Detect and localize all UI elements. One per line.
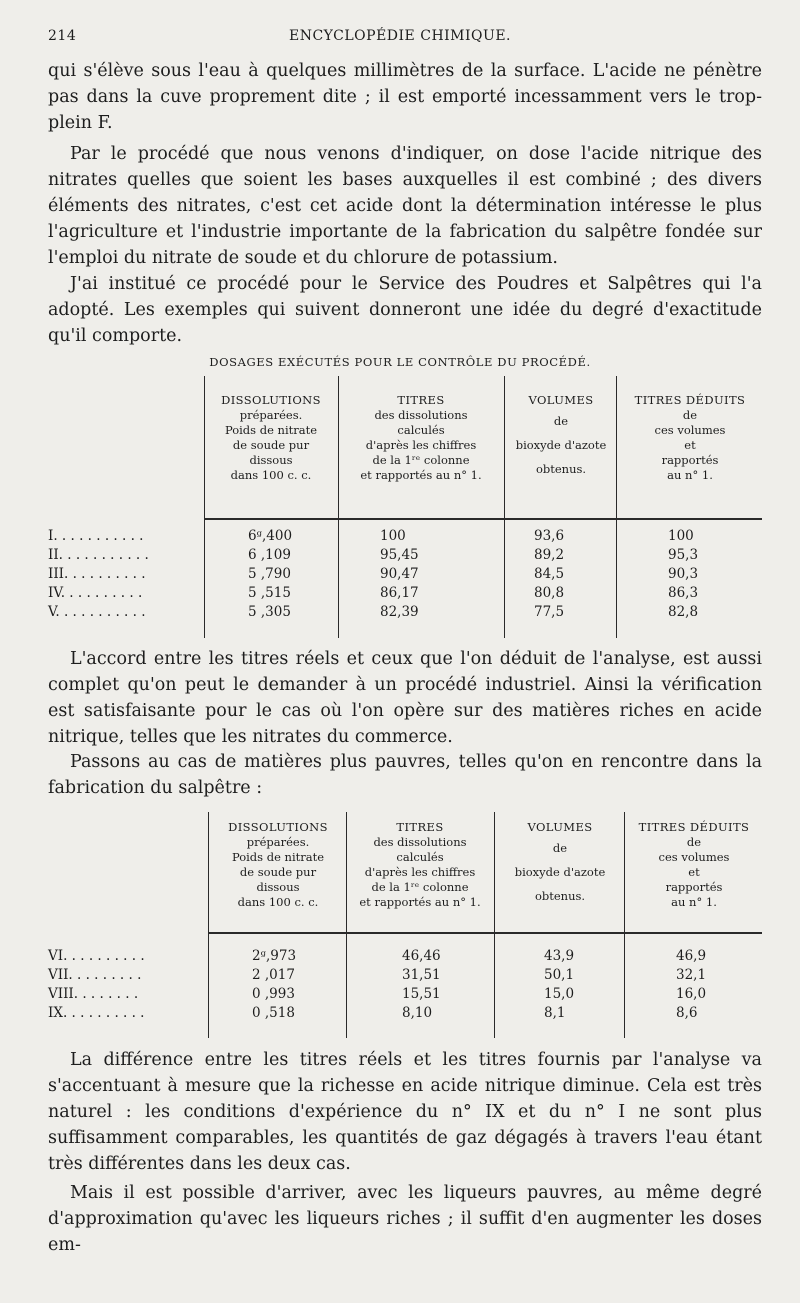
table-row: VIII. . . . . . . . 0 ,993 15,51 15,0 16,0 [48,986,707,1002]
header-dissolutions: DISSOLUTIONS préparées. Poids de nitrate de soude pur dissous dans 100 c. c. [228,820,328,909]
page-number: 214 [48,28,77,44]
paragraph-3: J'ai institué ce procédé pour le Service des Poudres et Salpêtres qui l'a adopté. Les exemples qui suivent donneront une idée du degré d'exactitude qu'il comporte. [48,274,762,346]
table-row: V. . . . . . . . . . . 5 ,305 82,39 77,5 82,8 [48,604,699,620]
table-row: III. . . . . . . . . . 5 ,790 90,47 84,5 90,3 [48,566,699,582]
table-row: IV. . . . . . . . . . 5 ,515 86,17 80,8 86,3 [48,585,699,601]
table-row: IX. . . . . . . . . . 0 ,518 8,10 8,1 8,6 [48,1005,698,1021]
paragraph-2: Par le procédé que nous venons d'indiquer, on dose l'acide nitrique des nitrates quelles que soient les bases auxquelles il est combiné ; des divers éléments des nitrates, c'est cet acide dont la détermination intéresse le plus l'agriculture et l'industrie importante de la fabrication du salpêtre fondée sur l'emploi du nitrate de soude et du chlorure de potassium. [48,144,762,268]
header-volumes: VOLUMES de bioxyde d'azote obtenus. [514,820,606,903]
table-row: VI. . . . . . . . . . 2ᵍ,973 46,46 43,9 46,9 [48,948,707,964]
table-row: II. . . . . . . . . . . 6 ,109 95,45 89,2 95,3 [48,547,699,563]
header-dissolutions: DISSOLUTIONS préparées. Poids de nitrate de soude pur dissous dans 100 c. c. [221,393,321,482]
table-row: VII. . . . . . . . . 2 ,017 31,51 50,1 32,1 [48,967,707,983]
table-1 [48,376,762,638]
header-titres-deduits: TITRES DÉDUITS de ces volumes et rapportés au n° 1. [634,393,746,482]
page-header [48,28,752,50]
paragraph-6: La différence entre les titres réels et les titres fournis par l'analyse va s'accentuant à mesure que la richesse en acide nitrique diminue. Cela est très naturel : les conditions d'expérience du n° IX et du n° I ne sont plus suffisamment comparables, les quantités de gaz dégagés à travers l'eau étant très différentes dans les deux cas. [48,1050,762,1174]
running-title: ENCYCLOPÉDIE CHIMIQUE. [289,28,511,44]
table-2 [48,812,762,1038]
table-caption: DOSAGES EXÉCUTÉS POUR LE CONTRÔLE DU PROCÉDÉ. [209,355,591,369]
paragraph-4: L'accord entre les titres réels et ceux que l'on déduit de l'analyse, est aussi complet qu'on peut le demander à un procédé industriel. Ainsi la vérification est satisfaisante pour le cas où l'on opère sur des matières riches en acide nitrique, telles que les nitrates du commerce. [48,649,762,747]
paragraph-1: qui s'élève sous l'eau à quelques millimètres de la surface. L'acide ne pénètre pas dans la cuve proprement dite ; il est emporté incessamment vers le trop-plein F. [48,61,762,133]
header-volumes: VOLUMES de bioxyde d'azote obtenus. [515,393,607,476]
header-titres: TITRES des dissolutions calculés d'après les chiffres de la 1ʳᵉ colonne et rapportés au n° 1. [360,393,482,482]
header-titres-deduits: TITRES DÉDUITS de ces volumes et rapportés au n° 1. [638,820,750,909]
header-titres: TITRES des dissolutions calculés d'après les chiffres de la 1ʳᵉ colonne et rapportés au n° 1. [359,820,481,909]
paragraph-5: Passons au cas de matières plus pauvres, telles qu'on en rencontre dans la fabrication du salpêtre : [48,752,762,798]
paragraph-7: Mais il est possible d'arriver, avec les liqueurs pauvres, au même degré d'approximation qu'avec les liqueurs riches ; il suffit d'en augmenter les doses em- [48,1183,762,1255]
table-row: I. . . . . . . . . . . 6ᵍ,400 100 93,6 100 [48,528,694,544]
